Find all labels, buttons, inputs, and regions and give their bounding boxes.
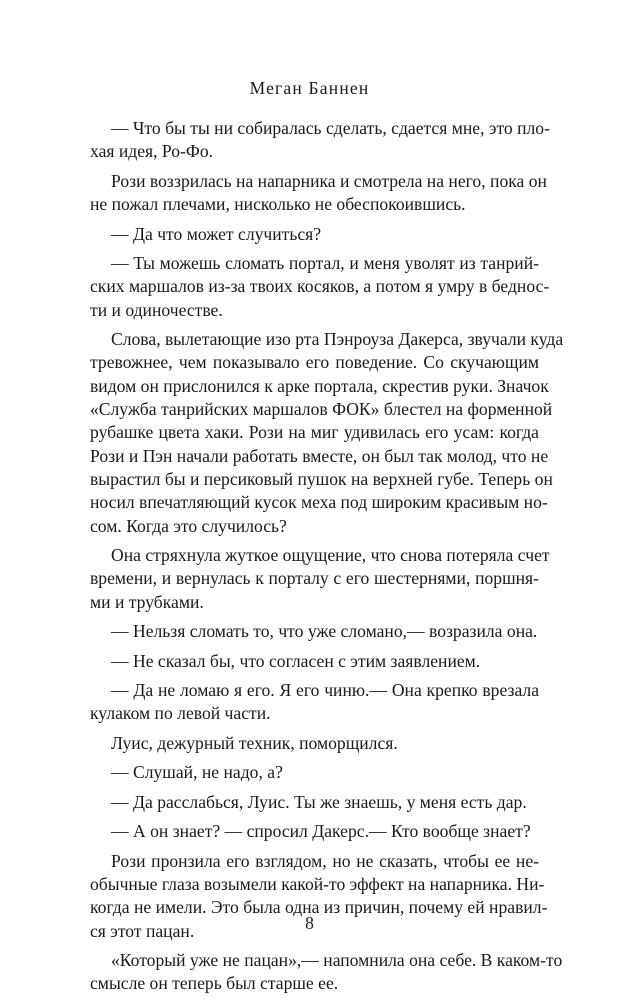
paragraph bbox=[90, 252, 550, 322]
text-line: Рози и Пэн начали работать вместе, он был так молод, что не bbox=[90, 445, 549, 466]
text-line: кулаком по левой части. bbox=[90, 703, 271, 724]
text-line: — Да расслабься, Луис. Ты же знаешь, у меня есть дар. bbox=[111, 791, 527, 812]
text-line: видом он прислонился к арке портала, скрестив руки. Значок bbox=[90, 375, 549, 396]
paragraph bbox=[90, 328, 564, 538]
text-line: — Слушай, не надо, а? bbox=[111, 762, 283, 783]
text-line: носил впечатляющий кусок меха под широким красивым но- bbox=[90, 492, 548, 513]
text-line: обычные глаза возымели какой-то эффект на напарника. Ни- bbox=[90, 874, 545, 895]
text-line: Рози воззрилась на напарника и смотрела на него, пока он bbox=[111, 170, 547, 191]
text-line: — Не сказал бы, что согласен с этим заявлением. bbox=[111, 650, 481, 671]
paragraph bbox=[90, 820, 539, 843]
text-line: вырастил бы и персиковый пушок на верхней губе. Теперь он bbox=[90, 468, 553, 489]
text-line: хая идея, Ро-Фо. bbox=[90, 141, 214, 162]
page-body-text bbox=[90, 117, 564, 1002]
text-line: — Нельзя сломать то, что уже сломано,— возразила она. bbox=[111, 621, 538, 642]
text-line: рубашке цвета хаки. Рози на миг удивилась его усам: когда bbox=[90, 422, 539, 443]
text-line: «Который уже не пацан»,— напомнила она себе. В каком-то bbox=[111, 950, 563, 971]
paragraph bbox=[90, 679, 539, 726]
text-line: когда не имели. Это была одна из причин, почему ей нравил- bbox=[90, 897, 548, 918]
text-line: Она стряхнула жуткое ощущение, что снова потеряла счет bbox=[111, 544, 550, 565]
text-line: — Ты можешь сломать портал, и меня уволят из танрий- bbox=[111, 253, 539, 274]
text-line: «Служба танрийских маршалов ФОК» блестел на форменной bbox=[90, 399, 553, 420]
paragraph bbox=[90, 949, 563, 996]
text-line: ти и одиночестве. bbox=[90, 299, 223, 320]
paragraph bbox=[90, 791, 539, 814]
paragraph bbox=[90, 732, 539, 755]
text-line: — Что бы ты ни собиралась сделать, сдается мне, это пло- bbox=[111, 118, 550, 138]
text-line: Рози пронзила его взглядом, но не сказать, чтобы ее не- bbox=[111, 850, 539, 871]
text-line: — Да не ломаю я его. Я его чиню.— Она крепко врезала bbox=[111, 680, 539, 701]
text-line: — А он знает? — спросил Дакерс.— Кто вообще знает? bbox=[111, 821, 531, 842]
paragraph bbox=[90, 761, 539, 784]
text-line: Слова, вылетающие изо рта Пэнроуза Дакерса, звучали куда bbox=[111, 329, 564, 350]
page-number: 8 bbox=[305, 913, 314, 933]
text-line: ся этот пацан. bbox=[90, 920, 195, 941]
running-header-author: Меган Баннен bbox=[249, 78, 370, 98]
paragraph bbox=[90, 544, 550, 614]
paragraph bbox=[90, 620, 539, 643]
text-line: ми и трубками. bbox=[90, 591, 204, 612]
text-line: сом. Когда это случилось? bbox=[90, 515, 287, 536]
paragraph bbox=[90, 650, 539, 673]
paragraph bbox=[90, 117, 550, 164]
text-line: времени, и вернулась к порталу с его шестернями, поршня- bbox=[90, 568, 539, 589]
text-line: ских маршалов из-за твоих косяков, а потом я умру в беднос- bbox=[90, 276, 550, 297]
text-line: — Да что может случиться? bbox=[111, 223, 322, 244]
text-line: Луис, дежурный техник, поморщился. bbox=[111, 732, 398, 753]
text-line: тревожнее, чем показывало его поведение. Со скучающим bbox=[90, 352, 539, 373]
text-line: не пожал плечами, нисколько не обеспокоившись. bbox=[90, 194, 466, 215]
paragraph bbox=[90, 170, 547, 217]
text-line: смысле он теперь был старше ее. bbox=[90, 973, 339, 994]
paragraph bbox=[90, 223, 539, 246]
